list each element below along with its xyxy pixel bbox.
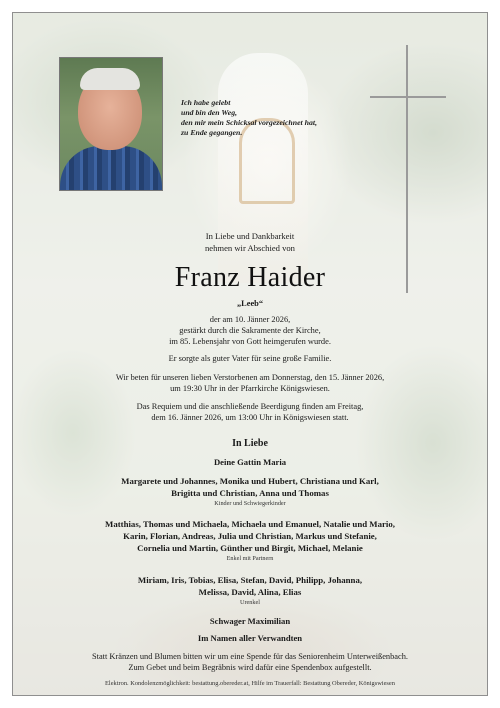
quote-line: Ich habe gelebt [181,98,231,107]
grandchildren-line: Cornelia und Martin, Günther und Birgit, Michael, Melanie [137,543,363,553]
children-line: Margarete und Johannes, Monika und Hubert, Christiana und Karl, [121,476,379,486]
quote-line: zu Ende gegangen. [181,128,243,137]
grandchildren-line: Matthias, Thomas und Michaela, Michaela und Emanuel, Natalie und Mario, [105,519,395,529]
grandchildren-label: Enkel mit Partnern [226,555,274,562]
quote-line: den mir mein Schicksal vorgezeichnet hat, [181,118,318,127]
prayer-line: um 19:30 Uhr in der Pfarrkirche Königswiesen. [170,384,330,393]
announcement-text [13,13,487,695]
footer-contact: Elektron. Kondolenzmöglichkeit: bestattung.obereder.at, Hilfe im Trauerfall: Bestattung Obereder, Königswiesen [105,680,395,687]
nickname: „Leeb“ [236,299,264,308]
relatives-line: Im Namen aller Verwandten [197,633,303,643]
great-grandchildren-line: Miriam, Iris, Tobias, Elisa, Stefan, David, Philipp, Johanna, [137,575,363,585]
deceased-name: Franz Haider [174,262,326,293]
intro-line: In Liebe und Dankbarkeit [205,231,295,241]
quote-line: und bin den Weg, [181,108,238,117]
intro-line: nehmen wir Abschied von [205,243,295,253]
wife-line: Deine Gattin Maria [213,457,287,467]
parte-card [12,12,488,696]
prayer-line: Wir beten für unseren lieben Verstorbenen am Donnerstag, den 15. Jänner 2026, [115,373,385,382]
life-line: im 85. Lebensjahr von Gott heimgerufen wurde. [169,337,331,346]
requiem-line: dem 16. Jänner 2026, um 13:00 Uhr in Königswiesen statt. [151,413,349,422]
great-grandchildren-line: Melissa, David, Alina, Elias [198,587,302,597]
life-line: der am 10. Jänner 2026, [209,315,291,324]
donation-line: Statt Kränzen und Blumen bitten wir um eine Spende für das Seniorenheim Unterweißenbach. [91,652,409,661]
donation-line: Zum Gebet und beim Begräbnis wird dafür eine Spendenbox aufgestellt. [128,663,372,672]
requiem-line: Das Requiem und die anschließende Beerdigung finden am Freitag, [136,402,364,411]
father-line: Er sorgte als guter Vater für seine große Familie. [168,354,332,363]
grandchildren-line: Karin, Florian, Andreas, Julia und Christian, Markus und Stefanie, [123,531,377,541]
life-line: gestärkt durch die Sakramente der Kirche, [179,326,321,335]
in-liebe-heading: In Liebe [232,438,268,449]
great-grandchildren-label: Urenkel [240,599,260,606]
children-line: Brigitta und Christian, Anna und Thomas [171,488,329,498]
children-label: Kinder und Schwiegerkinder [214,500,286,507]
brother-in-law-line: Schwager Maximilian [209,616,291,626]
